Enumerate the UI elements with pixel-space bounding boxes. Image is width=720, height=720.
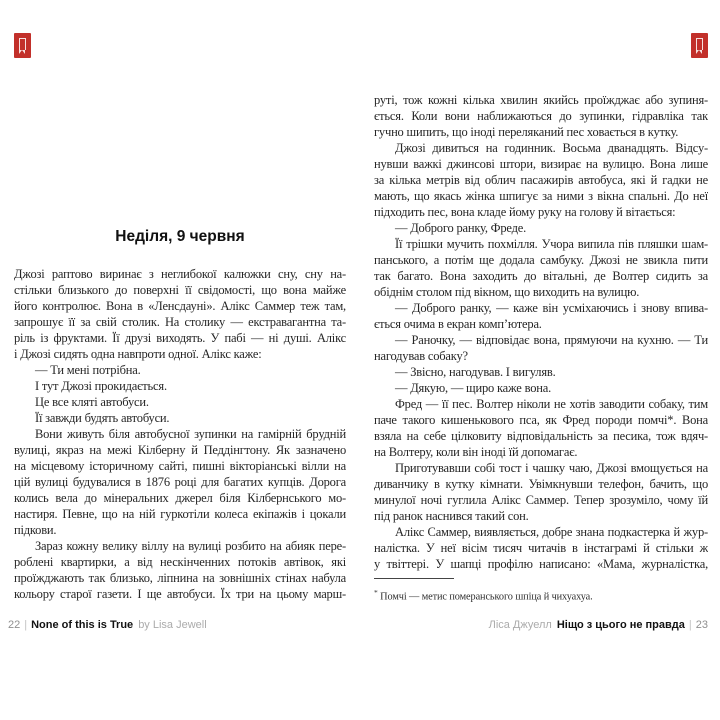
chapter-heading: Неділя, 9 червня: [115, 228, 245, 245]
page-right: [374, 0, 708, 720]
text-line: ється очима в екран комп’ютера.: [374, 317, 542, 331]
left-page-footer: [8, 618, 346, 632]
page-left: [8, 0, 346, 720]
text-line: І тут Джозі прокидається.: [35, 379, 167, 393]
text-line: підходить пес, вона кладе йому руку на голову й вітається:: [374, 205, 676, 219]
text-line: його контролює. Вона в «Ленсдауні». Алікс Саммер теж там,: [14, 299, 346, 313]
text-line: диванчику в кутку кімнати. Увімкнувши телефон, бачить, що: [374, 477, 708, 491]
book-title-translated: Ніщо з цього не правда: [556, 619, 685, 631]
text-line: і Джозі сидять одна навпроти одної. Алікс каже:: [14, 347, 262, 361]
footnote-text: Помчі — метис померанського шпіца й чихуахуа.: [380, 591, 593, 603]
page-number-left: 22: [8, 619, 21, 631]
text-line: панського, а потім ще додала самбуку. Джозі не звикла пити: [374, 253, 708, 267]
text-line: Джозі дивиться на годинник. Восьма дванадцять. Відсу-: [395, 141, 708, 155]
text-line: минулої ночі гуглила Алікс Саммер. Тепер зрозуміло, чому їй: [374, 493, 708, 507]
text-line: проїжджають так близько, ліпнина на зовнішніх стінах набула: [14, 571, 346, 585]
text-line: на Волтеру, коли він іноді їй допомагає.: [374, 445, 578, 459]
book-title-original: None of this is True: [31, 619, 134, 631]
text-line: гучно шипить, що іноді переляканий пес ховається в кутку.: [374, 125, 679, 139]
text-line: підкови.: [14, 523, 57, 537]
text-line: під ранок наснився такий сон.: [374, 509, 529, 523]
text-line: Це все кляті автобуси.: [35, 395, 149, 409]
text-line: нувши важкі джинсові штори, визирає на вулицю. Вона лише: [374, 157, 708, 171]
book-author-original: by Lisa Jewell: [138, 619, 207, 631]
text-line: колись вела до мінеральних джерел біля Кілбернського мо-: [14, 491, 346, 505]
text-line: — Доброго ранку, — каже він усміхаючись і знову впива-: [395, 301, 708, 315]
text-line: Фред — її пес. Волтер ніколи не хотів заводити собаку, тим: [395, 397, 708, 411]
text-line: вулиці, якраз на межі Кілберну й Педдінгтону. Як зазначено: [14, 443, 346, 457]
footnote-rule: [374, 578, 454, 579]
footer-separator: |: [688, 619, 692, 631]
text-line: запрошує її за свій столик. На столику — екстравагантна та-: [14, 315, 346, 329]
text-line: Її трішки мучить похмілля. Учора випила пів пляшки шам-: [395, 237, 708, 251]
right-page-body: [374, 92, 708, 572]
text-line: паче такого кишенькового пса, як Фред породи помчі*. Вона: [374, 413, 708, 427]
text-line: нагодував собаку?: [374, 349, 468, 363]
text-line: за кілька метрів від облич пасажирів автобуса, які й гадки не: [374, 173, 708, 187]
text-line: мають, що якась жінка шпигує за ними з вікна спальні. До неї: [374, 189, 708, 203]
text-line: Зараз кожну велику віллу на вулиці розбито на абияк пере-: [35, 539, 346, 553]
text-line: Вони живуть біля автобусної зупинки на гамірній брудній: [35, 427, 346, 441]
text-line: ріль із фруктами. Її друзі виходять. У пабі — ні душі. Алікс: [14, 331, 346, 345]
page-number-right: 23: [695, 619, 708, 631]
text-line: настиря. Певне, що на ній гуркотіли колеса екіпажів і цокали: [14, 507, 346, 521]
text-line: — Доброго ранку, Фреде.: [395, 221, 527, 235]
text-line: — Раночку, — відповідає вона, прямуючи на кухню. — Ти: [395, 333, 708, 347]
book-author-translated: Ліса Джуелл: [488, 619, 552, 631]
footer-separator: |: [24, 619, 28, 631]
text-line: на місцевому історичному сайті, пишні вікторіанські вілли на: [14, 459, 346, 473]
text-line: — Ти мені потрібна.: [35, 363, 141, 377]
text-line: — Звісно, нагодував. І вигуляв.: [395, 365, 556, 379]
text-line: Алікс Саммер, виявляється, добре знана подкастерка й жур-: [395, 525, 708, 539]
left-page-body: [14, 266, 346, 602]
text-line: взяла на себе цілковиту відповідальність за песика, тож вдяч-: [374, 429, 708, 443]
footnote-block: [374, 578, 708, 603]
text-line: так багато. Вона заходить до вітальні, де Волтер сидить за: [374, 269, 708, 283]
text-line: стільки близького до поверхні її свідомості, що вона майже: [14, 283, 346, 297]
text-line: Її завжди будять автобуси.: [35, 411, 170, 425]
text-line: у твіттері. У шапці профілю написано: «Мама, журналістка,: [374, 557, 708, 571]
text-line: Джозі раптово виринає з неглибокої калюжки сну, сну на-: [14, 267, 346, 281]
text-line: налістка. У неї вісім тисяч читачів в інстаграмі й стільки ж: [374, 541, 708, 555]
text-line: — Дякую, — щиро каже вона.: [395, 381, 552, 395]
footnote-marker: *: [374, 588, 378, 597]
text-line: руті, тож кожні кілька хвилин якийсь проїжджає або зупиня-: [374, 93, 708, 107]
text-line: кольору старої газети. І ще автобуси. Їх три на цьому марш-: [14, 587, 346, 601]
text-line: Приготувавши собі тост і чашку чаю, Джозі вмощується на: [395, 461, 708, 475]
text-line: ється. Коли вони наближаються до зупинки, гідравліка так: [374, 109, 708, 123]
footnote: [374, 586, 708, 603]
right-page-footer: [374, 618, 708, 632]
text-line: цій вулиці будувалися в 1876 році для багатих купців. Дорога: [14, 475, 346, 489]
text-line: роблені квартирки, а від нескінченних потоків автівок, які: [14, 555, 346, 569]
text-line: обіднім столом під вікном, що виходить на вулицю.: [374, 285, 640, 299]
